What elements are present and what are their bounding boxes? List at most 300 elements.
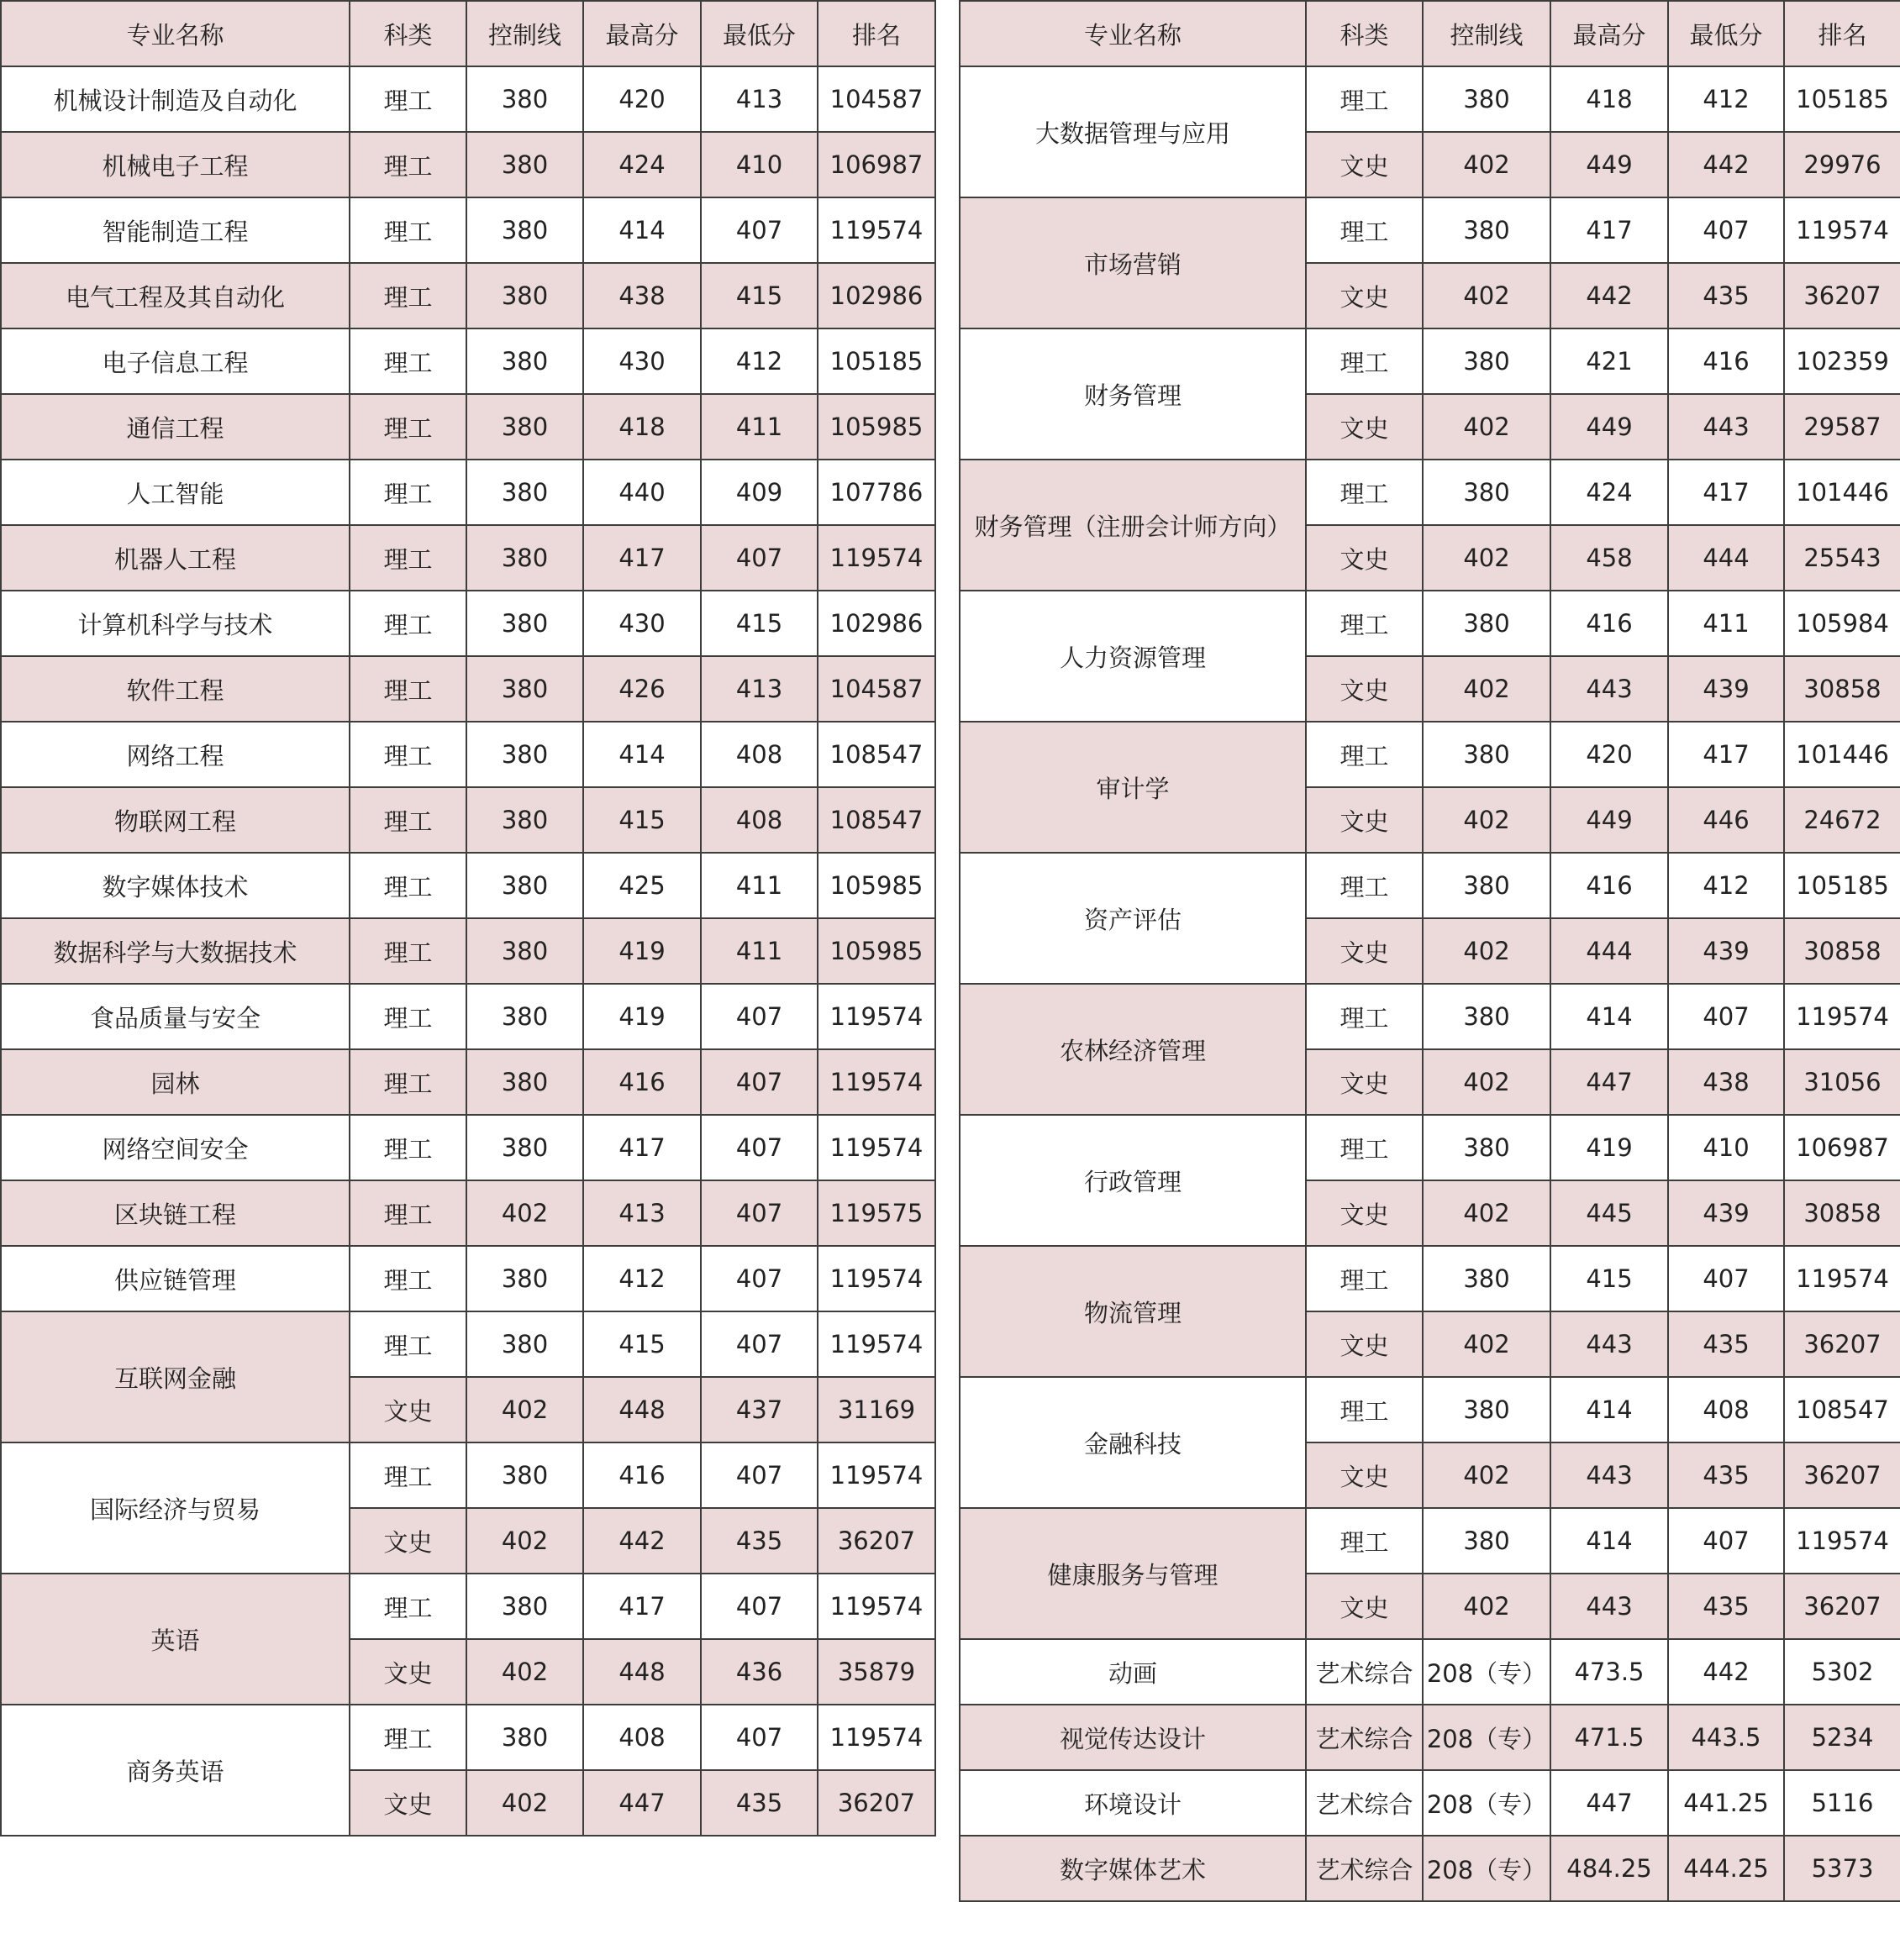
- scores-table-right: [959, 0, 1900, 1902]
- max-score-cell: 415: [583, 1311, 701, 1377]
- max-score-cell: 419: [583, 984, 701, 1049]
- min-score-cell: 412: [1668, 66, 1784, 132]
- control-line-cell: 380: [1423, 1115, 1550, 1180]
- table-row: [960, 1115, 1900, 1180]
- table-row: [1, 197, 935, 263]
- rank-cell: 119574: [818, 525, 935, 591]
- table-row: [1, 1115, 935, 1180]
- min-score-cell: 408: [701, 787, 818, 853]
- table-row: [1, 656, 935, 722]
- min-score-cell: 439: [1668, 1180, 1784, 1246]
- category-cell: 文史: [1306, 1574, 1423, 1639]
- control-line-cell: 402: [1423, 1180, 1550, 1246]
- category-cell: 理工: [350, 1705, 466, 1770]
- max-score-cell: 445: [1550, 1180, 1668, 1246]
- table-row: [1, 1180, 935, 1246]
- max-score-cell: 442: [1550, 263, 1668, 328]
- header-max-score: 最高分: [1550, 1, 1668, 66]
- rank-cell: 29976: [1784, 132, 1900, 197]
- max-score-cell: 443: [1550, 1574, 1668, 1639]
- control-line-cell: 380: [1423, 984, 1550, 1049]
- control-line-cell: 208（专）: [1423, 1705, 1550, 1770]
- rank-cell: 105185: [1784, 853, 1900, 918]
- max-score-cell: 414: [1550, 1508, 1668, 1574]
- table-row: [1, 66, 935, 132]
- table-row: [1, 1705, 935, 1770]
- min-score-cell: 407: [1668, 1508, 1784, 1574]
- header-control-line: 控制线: [466, 1, 583, 66]
- category-cell: 理工: [1306, 197, 1423, 263]
- rank-cell: 36207: [818, 1770, 935, 1836]
- major-name-cell: 物流管理: [960, 1246, 1306, 1377]
- table-row: [960, 1639, 1900, 1705]
- major-name-cell: 软件工程: [1, 656, 350, 722]
- header-category: 科类: [350, 1, 466, 66]
- major-name-cell: 大数据管理与应用: [960, 66, 1306, 197]
- min-score-cell: 412: [1668, 853, 1784, 918]
- category-cell: 理工: [1306, 984, 1423, 1049]
- rank-cell: 36207: [818, 1508, 935, 1574]
- max-score-cell: 424: [1550, 460, 1668, 525]
- table-row: [1, 132, 935, 197]
- control-line-cell: 380: [466, 197, 583, 263]
- rank-cell: 31169: [818, 1377, 935, 1442]
- min-score-cell: 410: [701, 132, 818, 197]
- major-name-cell: 资产评估: [960, 853, 1306, 984]
- rank-cell: 119574: [818, 1115, 935, 1180]
- rank-cell: 105185: [818, 328, 935, 394]
- rank-cell: 108547: [818, 787, 935, 853]
- category-cell: 理工: [1306, 1246, 1423, 1311]
- rank-cell: 119574: [818, 1311, 935, 1377]
- control-line-cell: 402: [1423, 1442, 1550, 1508]
- min-score-cell: 407: [701, 1180, 818, 1246]
- table-row: [960, 1246, 1900, 1311]
- max-score-cell: 414: [1550, 1377, 1668, 1442]
- min-score-cell: 415: [701, 591, 818, 656]
- category-cell: 文史: [350, 1377, 466, 1442]
- max-score-cell: 416: [1550, 591, 1668, 656]
- category-cell: 文史: [1306, 394, 1423, 460]
- rank-cell: 119574: [818, 1442, 935, 1508]
- rank-cell: 101446: [1784, 722, 1900, 787]
- table-row: [1, 1442, 935, 1508]
- header-min-score: 最低分: [701, 1, 818, 66]
- control-line-cell: 380: [1423, 1508, 1550, 1574]
- table-row: [1, 1246, 935, 1311]
- category-cell: 艺术综合: [1306, 1770, 1423, 1836]
- min-score-cell: 407: [701, 1574, 818, 1639]
- max-score-cell: 417: [583, 1115, 701, 1180]
- control-line-cell: 402: [1423, 918, 1550, 984]
- category-cell: 理工: [350, 394, 466, 460]
- category-cell: 文史: [1306, 263, 1423, 328]
- table-row: [960, 1705, 1900, 1770]
- major-name-cell: 物联网工程: [1, 787, 350, 853]
- category-cell: 文史: [1306, 525, 1423, 591]
- category-cell: 理工: [350, 853, 466, 918]
- table-left-body: [1, 66, 935, 1836]
- max-score-cell: 415: [583, 787, 701, 853]
- control-line-cell: 380: [466, 263, 583, 328]
- major-name-cell: 供应链管理: [1, 1246, 350, 1311]
- control-line-cell: 380: [1423, 853, 1550, 918]
- min-score-cell: 411: [701, 918, 818, 984]
- control-line-cell: 380: [1423, 1246, 1550, 1311]
- category-cell: 理工: [1306, 1115, 1423, 1180]
- min-score-cell: 407: [701, 1115, 818, 1180]
- min-score-cell: 415: [701, 263, 818, 328]
- max-score-cell: 447: [583, 1770, 701, 1836]
- rank-cell: 102986: [818, 263, 935, 328]
- rank-cell: 30858: [1784, 918, 1900, 984]
- table-row: [960, 460, 1900, 525]
- major-name-cell: 食品质量与安全: [1, 984, 350, 1049]
- major-name-cell: 数字媒体技术: [1, 853, 350, 918]
- control-line-cell: 380: [466, 722, 583, 787]
- control-line-cell: 380: [466, 1705, 583, 1770]
- table-row: [1, 787, 935, 853]
- major-name-cell: 农林经济管理: [960, 984, 1306, 1115]
- max-score-cell: 418: [583, 394, 701, 460]
- max-score-cell: 449: [1550, 394, 1668, 460]
- max-score-cell: 438: [583, 263, 701, 328]
- min-score-cell: 435: [1668, 263, 1784, 328]
- max-score-cell: 416: [1550, 853, 1668, 918]
- category-cell: 理工: [350, 1574, 466, 1639]
- max-score-cell: 413: [583, 1180, 701, 1246]
- category-cell: 理工: [350, 656, 466, 722]
- control-line-cell: 380: [466, 1311, 583, 1377]
- control-line-cell: 402: [1423, 525, 1550, 591]
- table-right-body: [960, 66, 1900, 1901]
- major-name-cell: 数据科学与大数据技术: [1, 918, 350, 984]
- category-cell: 理工: [350, 722, 466, 787]
- max-score-cell: 430: [583, 328, 701, 394]
- min-score-cell: 409: [701, 460, 818, 525]
- max-score-cell: 425: [583, 853, 701, 918]
- control-line-cell: 380: [466, 328, 583, 394]
- min-score-cell: 407: [1668, 1246, 1784, 1311]
- min-score-cell: 413: [701, 66, 818, 132]
- table-row: [1, 722, 935, 787]
- max-score-cell: 417: [583, 525, 701, 591]
- control-line-cell: 380: [466, 591, 583, 656]
- max-score-cell: 414: [1550, 984, 1668, 1049]
- rank-cell: 119574: [1784, 1508, 1900, 1574]
- category-cell: 文史: [1306, 1442, 1423, 1508]
- category-cell: 理工: [350, 1115, 466, 1180]
- rank-cell: 119574: [1784, 197, 1900, 263]
- category-cell: 理工: [350, 460, 466, 525]
- rank-cell: 119574: [818, 984, 935, 1049]
- max-score-cell: 444: [1550, 918, 1668, 984]
- major-name-cell: 视觉传达设计: [960, 1705, 1306, 1770]
- table-row: [1, 328, 935, 394]
- table-row: [960, 197, 1900, 263]
- table-row: [1, 1574, 935, 1639]
- major-name-cell: 商务英语: [1, 1705, 350, 1836]
- table-row: [1, 1049, 935, 1115]
- rank-cell: 35879: [818, 1639, 935, 1705]
- category-cell: 理工: [1306, 591, 1423, 656]
- min-score-cell: 407: [701, 525, 818, 591]
- min-score-cell: 412: [701, 328, 818, 394]
- control-line-cell: 380: [1423, 197, 1550, 263]
- control-line-cell: 402: [466, 1639, 583, 1705]
- control-line-cell: 380: [466, 1246, 583, 1311]
- rank-cell: 106987: [1784, 1115, 1900, 1180]
- header-rank: 排名: [818, 1, 935, 66]
- min-score-cell: 443: [1668, 394, 1784, 460]
- category-cell: 文史: [1306, 1180, 1423, 1246]
- rank-cell: 36207: [1784, 1574, 1900, 1639]
- rank-cell: 105185: [1784, 66, 1900, 132]
- table-row: [1, 525, 935, 591]
- header-rank: 排名: [1784, 1, 1900, 66]
- max-score-cell: 416: [583, 1049, 701, 1115]
- min-score-cell: 446: [1668, 787, 1784, 853]
- rank-cell: 119574: [1784, 1246, 1900, 1311]
- category-cell: 理工: [350, 328, 466, 394]
- rank-cell: 105985: [818, 394, 935, 460]
- control-line-cell: 402: [466, 1508, 583, 1574]
- rank-cell: 105985: [818, 918, 935, 984]
- control-line-cell: 380: [466, 525, 583, 591]
- table-row: [960, 66, 1900, 132]
- max-score-cell: 440: [583, 460, 701, 525]
- min-score-cell: 411: [1668, 591, 1784, 656]
- min-score-cell: 442: [1668, 1639, 1784, 1705]
- category-cell: 文史: [1306, 918, 1423, 984]
- category-cell: 理工: [350, 787, 466, 853]
- min-score-cell: 443.5: [1668, 1705, 1784, 1770]
- table-row: [960, 1377, 1900, 1442]
- major-name-cell: 智能制造工程: [1, 197, 350, 263]
- min-score-cell: 439: [1668, 656, 1784, 722]
- rank-cell: 102359: [1784, 328, 1900, 394]
- min-score-cell: 444.25: [1668, 1836, 1784, 1901]
- control-line-cell: 380: [466, 1442, 583, 1508]
- min-score-cell: 435: [701, 1508, 818, 1574]
- max-score-cell: 419: [583, 918, 701, 984]
- category-cell: 理工: [350, 918, 466, 984]
- control-line-cell: 402: [466, 1377, 583, 1442]
- major-name-cell: 国际经济与贸易: [1, 1442, 350, 1574]
- control-line-cell: 380: [466, 132, 583, 197]
- category-cell: 理工: [350, 66, 466, 132]
- min-score-cell: 435: [1668, 1442, 1784, 1508]
- max-score-cell: 449: [1550, 787, 1668, 853]
- control-line-cell: 380: [1423, 591, 1550, 656]
- category-cell: 理工: [1306, 328, 1423, 394]
- min-score-cell: 439: [1668, 918, 1784, 984]
- rank-cell: 25543: [1784, 525, 1900, 591]
- major-name-cell: 网络空间安全: [1, 1115, 350, 1180]
- major-name-cell: 人工智能: [1, 460, 350, 525]
- max-score-cell: 430: [583, 591, 701, 656]
- rank-cell: 119574: [818, 197, 935, 263]
- table-row: [1, 460, 935, 525]
- min-score-cell: 436: [701, 1639, 818, 1705]
- rank-cell: 5116: [1784, 1770, 1900, 1836]
- rank-cell: 106987: [818, 132, 935, 197]
- max-score-cell: 443: [1550, 1442, 1668, 1508]
- control-line-cell: 380: [466, 918, 583, 984]
- major-name-cell: 人力资源管理: [960, 591, 1306, 722]
- min-score-cell: 408: [1668, 1377, 1784, 1442]
- rank-cell: 5302: [1784, 1639, 1900, 1705]
- major-name-cell: 计算机科学与技术: [1, 591, 350, 656]
- category-cell: 文史: [1306, 787, 1423, 853]
- control-line-cell: 380: [1423, 328, 1550, 394]
- max-score-cell: 448: [583, 1639, 701, 1705]
- rank-cell: 108547: [1784, 1377, 1900, 1442]
- category-cell: 理工: [350, 1442, 466, 1508]
- category-cell: 理工: [1306, 66, 1423, 132]
- rank-cell: 119574: [818, 1705, 935, 1770]
- min-score-cell: 407: [701, 1246, 818, 1311]
- category-cell: 艺术综合: [1306, 1705, 1423, 1770]
- control-line-cell: 402: [1423, 656, 1550, 722]
- control-line-cell: 380: [466, 1049, 583, 1115]
- rank-cell: 36207: [1784, 1442, 1900, 1508]
- scores-table-left: [0, 0, 936, 1837]
- category-cell: 文史: [1306, 132, 1423, 197]
- min-score-cell: 442: [1668, 132, 1784, 197]
- rank-cell: 29587: [1784, 394, 1900, 460]
- max-score-cell: 418: [1550, 66, 1668, 132]
- table-row: [1, 853, 935, 918]
- control-line-cell: 402: [466, 1180, 583, 1246]
- rank-cell: 119574: [818, 1246, 935, 1311]
- major-name-cell: 行政管理: [960, 1115, 1306, 1246]
- max-score-cell: 420: [583, 66, 701, 132]
- header-control-line: 控制线: [1423, 1, 1550, 66]
- category-cell: 理工: [350, 984, 466, 1049]
- table-row: [1, 918, 935, 984]
- table-row: [960, 328, 1900, 394]
- header-max-score: 最高分: [583, 1, 701, 66]
- rank-cell: 119574: [818, 1574, 935, 1639]
- min-score-cell: 411: [701, 853, 818, 918]
- min-score-cell: 407: [701, 1311, 818, 1377]
- control-line-cell: 380: [466, 853, 583, 918]
- table-row: [960, 591, 1900, 656]
- control-line-cell: 380: [466, 1574, 583, 1639]
- rank-cell: 30858: [1784, 1180, 1900, 1246]
- category-cell: 理工: [350, 525, 466, 591]
- category-cell: 文史: [350, 1508, 466, 1574]
- major-name-cell: 互联网金融: [1, 1311, 350, 1442]
- max-score-cell: 419: [1550, 1115, 1668, 1180]
- min-score-cell: 441.25: [1668, 1770, 1784, 1836]
- control-line-cell: 208（专）: [1423, 1770, 1550, 1836]
- max-score-cell: 415: [1550, 1246, 1668, 1311]
- min-score-cell: 435: [1668, 1574, 1784, 1639]
- max-score-cell: 484.25: [1550, 1836, 1668, 1901]
- rank-cell: 119575: [818, 1180, 935, 1246]
- category-cell: 理工: [1306, 722, 1423, 787]
- max-score-cell: 417: [583, 1574, 701, 1639]
- major-name-cell: 财务管理: [960, 328, 1306, 460]
- max-score-cell: 414: [583, 722, 701, 787]
- major-name-cell: 园林: [1, 1049, 350, 1115]
- max-score-cell: 412: [583, 1246, 701, 1311]
- control-line-cell: 208（专）: [1423, 1639, 1550, 1705]
- control-line-cell: 402: [1423, 787, 1550, 853]
- major-name-cell: 数字媒体艺术: [960, 1836, 1306, 1901]
- max-score-cell: 447: [1550, 1049, 1668, 1115]
- header-min-score: 最低分: [1668, 1, 1784, 66]
- control-line-cell: 380: [1423, 460, 1550, 525]
- min-score-cell: 407: [701, 197, 818, 263]
- max-score-cell: 458: [1550, 525, 1668, 591]
- major-name-cell: 动画: [960, 1639, 1306, 1705]
- major-name-cell: 市场营销: [960, 197, 1306, 328]
- min-score-cell: 438: [1668, 1049, 1784, 1115]
- category-cell: 理工: [350, 1246, 466, 1311]
- min-score-cell: 407: [701, 1705, 818, 1770]
- control-line-cell: 402: [1423, 1049, 1550, 1115]
- rank-cell: 105984: [1784, 591, 1900, 656]
- major-name-cell: 英语: [1, 1574, 350, 1705]
- max-score-cell: 443: [1550, 656, 1668, 722]
- min-score-cell: 417: [1668, 722, 1784, 787]
- rank-cell: 101446: [1784, 460, 1900, 525]
- max-score-cell: 424: [583, 132, 701, 197]
- category-cell: 文史: [1306, 1049, 1423, 1115]
- control-line-cell: 402: [1423, 394, 1550, 460]
- category-cell: 文史: [1306, 656, 1423, 722]
- rank-cell: 104587: [818, 656, 935, 722]
- table-row: [960, 722, 1900, 787]
- min-score-cell: 407: [701, 1049, 818, 1115]
- category-cell: 理工: [1306, 460, 1423, 525]
- category-cell: 理工: [350, 1049, 466, 1115]
- category-cell: 文史: [350, 1770, 466, 1836]
- category-cell: 文史: [350, 1639, 466, 1705]
- major-name-cell: 金融科技: [960, 1377, 1306, 1508]
- rank-cell: 30858: [1784, 656, 1900, 722]
- header-category: 科类: [1306, 1, 1423, 66]
- major-name-cell: 通信工程: [1, 394, 350, 460]
- control-line-cell: 402: [1423, 132, 1550, 197]
- max-score-cell: 408: [583, 1705, 701, 1770]
- control-line-cell: 380: [466, 394, 583, 460]
- major-name-cell: 网络工程: [1, 722, 350, 787]
- min-score-cell: 407: [1668, 984, 1784, 1049]
- major-name-cell: 机械设计制造及自动化: [1, 66, 350, 132]
- max-score-cell: 443: [1550, 1311, 1668, 1377]
- rank-cell: 36207: [1784, 1311, 1900, 1377]
- major-name-cell: 机器人工程: [1, 525, 350, 591]
- category-cell: 理工: [350, 1311, 466, 1377]
- rank-cell: 108547: [818, 722, 935, 787]
- table-row: [960, 853, 1900, 918]
- min-score-cell: 437: [701, 1377, 818, 1442]
- category-cell: 理工: [1306, 1508, 1423, 1574]
- rank-cell: 105985: [818, 853, 935, 918]
- min-score-cell: 411: [701, 394, 818, 460]
- min-score-cell: 413: [701, 656, 818, 722]
- min-score-cell: 407: [701, 1442, 818, 1508]
- table-row: [1, 394, 935, 460]
- major-name-cell: 电气工程及其自动化: [1, 263, 350, 328]
- control-line-cell: 380: [466, 66, 583, 132]
- rank-cell: 36207: [1784, 263, 1900, 328]
- rank-cell: 104587: [818, 66, 935, 132]
